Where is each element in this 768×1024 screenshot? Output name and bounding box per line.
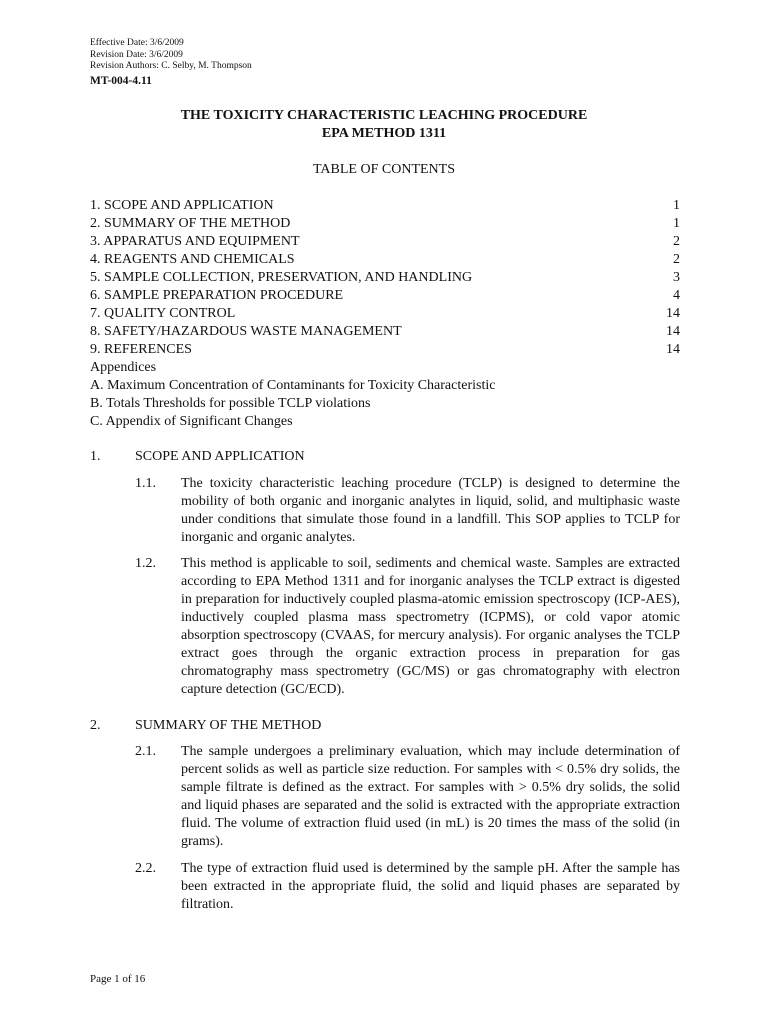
toc-entry <box>90 287 680 305</box>
section-number: 2. <box>90 718 101 733</box>
subsection-number: 1.1. <box>135 476 156 491</box>
toc-entry-label: 6. SAMPLE PREPARATION PROCEDURE <box>90 288 344 303</box>
toc-entry <box>90 269 680 287</box>
toc-entry-page: 2 <box>673 252 680 267</box>
toc-entry <box>90 233 680 251</box>
toc-entry-label: 7. QUALITY CONTROL <box>90 306 236 321</box>
subsection-number: 2.2. <box>135 861 156 876</box>
toc-entry-label: 8. SAFETY/HAZARDOUS WASTE MANAGEMENT <box>90 324 402 339</box>
title-line-2: EPA METHOD 1311 <box>321 126 447 141</box>
toc-entry-page: 14 <box>666 306 680 321</box>
toc-entry-label: 5. SAMPLE COLLECTION, PRESERVATION, AND HANDLING <box>90 270 473 285</box>
toc-entry-page: 2 <box>673 234 680 249</box>
appendix-entry: C. Appendix of Significant Changes <box>90 414 293 429</box>
subsection <box>135 743 680 851</box>
appendix-entry: A. Maximum Concentration of Contaminants for Toxicity Characteristic <box>90 378 496 393</box>
toc-entry-page: 3 <box>673 270 680 285</box>
effective-date: Effective Date: 3/6/2009 <box>90 38 184 48</box>
toc-entry-label: 4. REAGENTS AND CHEMICALS <box>90 252 295 267</box>
toc-entry <box>90 305 680 323</box>
page-number-footer: Page 1 of 16 <box>90 973 146 985</box>
toc-entry-page: 14 <box>666 324 680 339</box>
subsection <box>135 475 680 547</box>
toc-entry-page: 14 <box>666 342 680 357</box>
toc-entry <box>90 341 680 359</box>
toc-entry <box>90 251 680 269</box>
toc-entry <box>90 323 680 341</box>
section-title: SCOPE AND APPLICATION <box>135 449 305 464</box>
toc-entry-page: 1 <box>673 198 680 213</box>
appendix-entry: B. Totals Thresholds for possible TCLP violations <box>90 396 371 411</box>
table-of-contents <box>90 197 680 431</box>
section-number: 1. <box>90 449 101 464</box>
section-title: SUMMARY OF THE METHOD <box>135 718 322 733</box>
title-line-1: THE TOXICITY CHARACTERISTIC LEACHING PROCEDURE <box>180 108 588 123</box>
toc-entry <box>90 215 680 233</box>
toc-entry-page: 4 <box>673 288 680 303</box>
revision-date: Revision Date: 3/6/2009 <box>90 49 183 60</box>
subsection-text: This method is applicable to soil, sediments and chemical waste. Samples are extracted according to EPA Method 1311 and for inorganic analyses the TCLP extract is digested in preparation for inductively coupled plasma-atomic emission spectroscopy (ICP-AES), inductively coupled plasma mass spectrometry (ICPMS), or cold vapor atomic absorption spectroscopy (CVAAS, for mercury analysis). For organic analyses the TCLP extract goes through the organic extraction process in preparation for gas chromatography mass spectrometry (GC/MS) or gas chromatography with electron capture detection (GC/ECD). <box>181 556 680 697</box>
toc-entry-label: 9. REFERENCES <box>90 342 192 357</box>
subsection <box>135 860 680 914</box>
toc-entry-label: 1. SCOPE AND APPLICATION <box>90 198 274 213</box>
subsection-text: The toxicity characteristic leaching procedure (TCLP) is designed to determine the mobility of both organic and inorganic analytes in liquid, solid, and multiphasic waste under conditions that simulate those found in a landfill. This SOP applies to TCLP for inorganic and organic analytes. <box>181 476 680 545</box>
toc-heading: TABLE OF CONTENTS <box>313 162 455 177</box>
subsection-text: The type of extraction fluid used is determined by the sample pH. After the sample has been extracted in the appropriate fluid, the solid and liquid phases are separated by filtration. <box>181 861 680 912</box>
toc-entry <box>90 197 680 215</box>
revision-authors: Revision Authors: C. Selby, M. Thompson <box>90 61 252 71</box>
toc-entry-label: 3. APPARATUS AND EQUIPMENT <box>90 234 300 249</box>
subsection <box>135 555 680 699</box>
toc-entry-page: 1 <box>673 216 680 231</box>
subsection-text: The sample undergoes a preliminary evaluation, which may include determination of percent solids as well as particle size reduction. For samples with < 0.5% dry solids, the sample filtrate is defined as the extract. For samples with > 0.5% dry solids, the solid and liquid phases are separated and the solid is extracted with the appropriate extraction fluid. The volume of extraction fluid used (in mL) is 20 times the mass of the solid (in grams). <box>181 744 680 849</box>
appendices-label: Appendices <box>90 360 157 375</box>
document-id: MT-004-4.11 <box>90 74 152 87</box>
document-header <box>90 38 252 87</box>
document-title <box>0 107 768 143</box>
subsection-number: 2.1. <box>135 744 156 759</box>
toc-entry-label: 2. SUMMARY OF THE METHOD <box>90 216 291 231</box>
subsection-number: 1.2. <box>135 556 156 571</box>
